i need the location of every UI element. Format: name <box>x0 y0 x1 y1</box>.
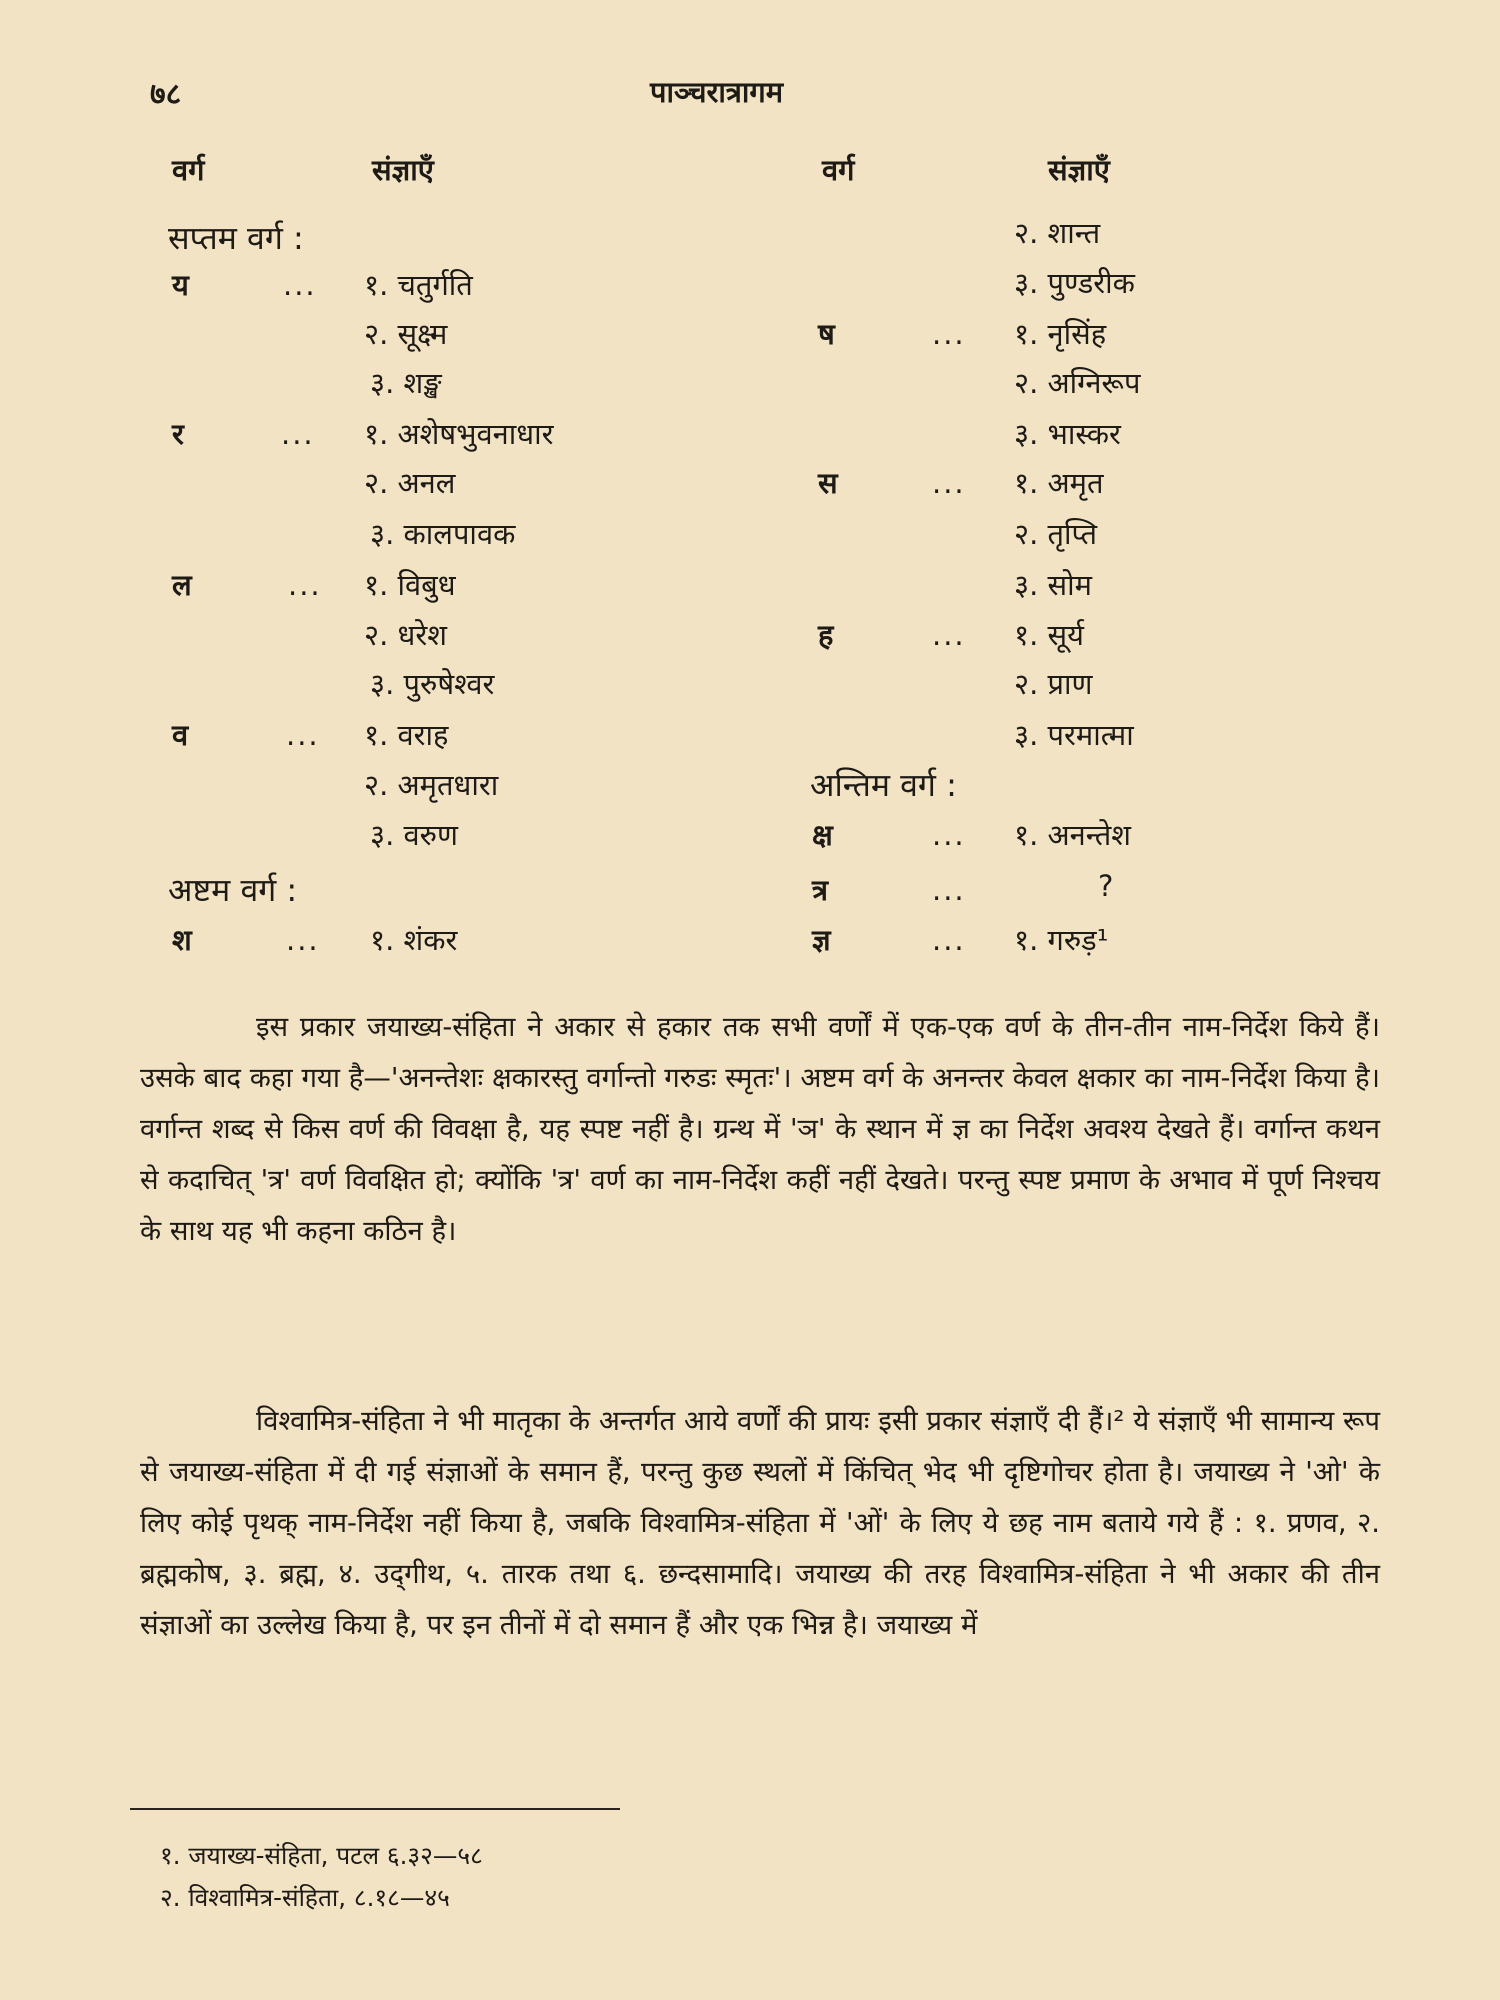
saptam-varg-title: सप्तम वर्ग : <box>168 219 304 257</box>
name-ssa-3: ३. भास्कर <box>1014 417 1121 451</box>
name-la-3: ३. पुरुषेश्वर <box>370 667 495 701</box>
name-ha-3: ३. परमात्मा <box>1014 718 1134 752</box>
letter-sha: श <box>172 923 192 957</box>
name-la-1: १. विबुध <box>364 568 456 602</box>
name-ya-1: १. चतुर्गति <box>364 268 473 302</box>
name-ya-3: ३. शङ्ख <box>370 366 442 400</box>
name-ha-2: २. प्राण <box>1014 667 1093 701</box>
letter-tra: त्र <box>812 873 829 907</box>
leader-dots: ... <box>286 718 320 752</box>
name-sha-2: २. शान्त <box>1014 216 1101 250</box>
antim-varg-title: अन्तिम वर्ग : <box>810 766 957 804</box>
column-header-sangyaen-left: संज्ञाएँ <box>372 153 434 187</box>
name-sha-1: १. शंकर <box>370 923 458 957</box>
column-header-varg-left: वर्ग <box>172 153 205 187</box>
letter-ra: र <box>172 417 184 451</box>
running-head: पाञ्चरात्रागम <box>650 75 784 109</box>
leader-dots: ... <box>932 466 966 500</box>
leader-dots: ... <box>288 568 322 602</box>
name-ssa-1: १. नृसिंह <box>1014 317 1107 351</box>
footnote-2: २. विश्वामित्र-संहिता, ८.१८—४५ <box>160 1883 450 1912</box>
name-sha-3: ३. पुण्डरीक <box>1014 266 1135 300</box>
letter-ksha: क्ष <box>812 818 833 852</box>
name-ra-1: १. अशेषभुवनाधार <box>364 417 554 451</box>
ashtam-varg-title: अष्टम वर्ग : <box>168 871 298 909</box>
name-ksha-1: १. अनन्तेश <box>1014 818 1131 852</box>
column-header-varg-right: वर्ग <box>822 153 855 187</box>
letter-jna: ज्ञ <box>812 923 831 957</box>
name-ha-1: १. सूर्य <box>1014 618 1084 652</box>
paragraph-jayakhya: इस प्रकार जयाख्य-संहिता ने अकार से हकार तक सभी वर्णों में एक-एक वर्ण के तीन-तीन नाम-निर्देश किये हैं। उसके बाद कहा गया है—'अनन्तेशः क्षकारस्तु वर्गान्तो गरुडः स्मृतः'। अष्टम वर्ग के अनन्तर केवल क्षकार का नाम-निर्देश किया है। वर्गान्त शब्द से किस वर्ण की विवक्षा है, यह स्पष्ट नहीं है। ग्रन्थ में 'ञ' के स्थान में ज्ञ का निर्देश अवश्य देखते हैं। वर्गान्त कथन से कदाचित् 'त्र' वर्ण विवक्षित हो; क्योंकि 'त्र' वर्ण का नाम-निर्देश कहीं नहीं देखते। परन्तु स्पष्ट प्रमाण के अभाव में पूर्ण निश्चय के साथ यह भी कहना कठिन है। <box>140 1011 1380 1247</box>
leader-dots: ... <box>932 618 966 652</box>
letter-ssa: ष <box>818 317 835 351</box>
name-sa-2: २. तृप्ति <box>1014 517 1098 551</box>
column-header-sangyaen-right: संज्ञाएँ <box>1048 153 1110 187</box>
letter-ya: य <box>172 268 189 302</box>
name-jna-1: १. गरुड़¹ <box>1014 923 1109 957</box>
letter-sa: स <box>818 466 838 500</box>
letter-va: व <box>172 718 189 752</box>
footnote-divider <box>130 1808 620 1810</box>
name-ssa-2: २. अग्निरूप <box>1014 366 1141 400</box>
name-ra-2: २. अनल <box>364 466 456 500</box>
name-sa-3: ३. सोम <box>1014 568 1092 602</box>
leader-dots: ... <box>932 317 966 351</box>
letter-ha: ह <box>818 618 834 652</box>
name-la-2: २. धरेश <box>364 618 447 652</box>
leader-dots: ... <box>286 923 320 957</box>
name-va-3: ३. वरुण <box>370 818 458 852</box>
name-va-2: २. अमृतधारा <box>364 768 499 802</box>
name-ya-2: २. सूक्ष्म <box>364 317 448 351</box>
letter-la: ल <box>172 568 192 602</box>
name-tra-unknown: ? <box>1098 869 1114 903</box>
name-ra-3: ३. कालपावक <box>370 517 516 551</box>
footnotes <box>160 1835 483 1919</box>
leader-dots: ... <box>932 818 966 852</box>
leader-dots: ... <box>283 268 317 302</box>
name-va-1: १. वराह <box>364 718 449 752</box>
paragraph-vishvamitra: विश्वामित्र-संहिता ने भी मातृका के अन्तर्गत आये वर्णों की प्रायः इसी प्रकार संज्ञाएँ दी हैं।² ये संज्ञाएँ भी सामान्य रूप से जयाख्य-संहिता में दी गई संज्ञाओं के समान हैं, परन्तु कुछ स्थलों में किंचित् भेद भी दृष्टिगोचर होता है। जयाख्य ने 'ओ' के लिए कोई पृथक् नाम-निर्देश नहीं किया है, जबकि विश्वामित्र-संहिता में 'ओं' के लिए ये छह नाम बताये गये हैं : १. प्रणव, २. ब्रह्मकोष, ३. ब्रह्म, ४. उद्‌गीथ, ५. तारक तथा ६. छन्दसामादि। जयाख्य की तरह विश्वामित्र-संहिता ने भी अकार की तीन संज्ञाओं का उल्लेख किया है, पर इन तीनों में दो समान हैं और एक भिन्न है। जयाख्य में <box>140 1405 1380 1641</box>
footnote-1: १. जयाख्य-संहिता, पटल ६.३२—५८ <box>160 1841 483 1870</box>
leader-dots: ... <box>281 417 315 451</box>
leader-dots: ... <box>932 923 966 957</box>
name-sa-1: १. अमृत <box>1014 466 1104 500</box>
page-number: ७८ <box>150 77 182 112</box>
leader-dots: ... <box>932 873 966 907</box>
